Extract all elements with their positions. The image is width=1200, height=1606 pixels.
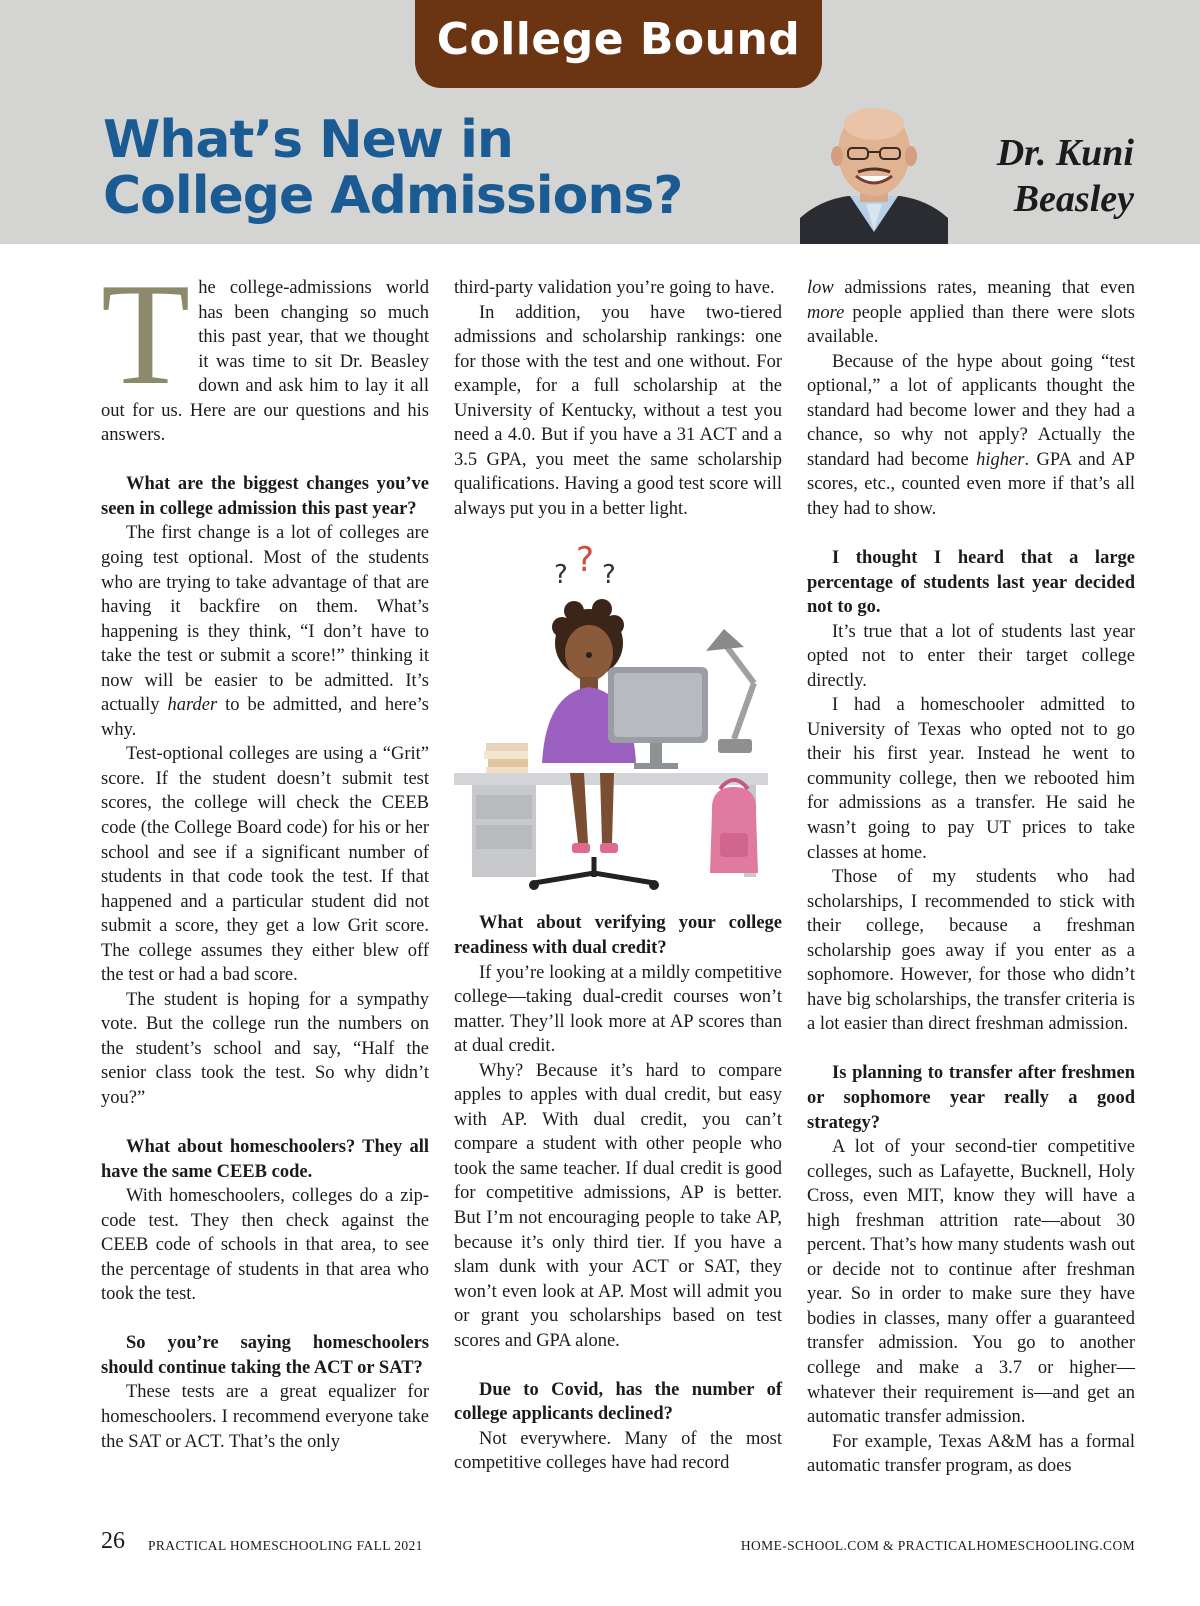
- intro-paragraph: [101, 253, 429, 448]
- question-heading: What about verifying your college readiness with dual credit?: [454, 913, 782, 959]
- text-run: people applied than there were slots available.: [807, 302, 1135, 348]
- emphasis: higher: [976, 449, 1025, 470]
- question-heading: Is planning to transfer after freshmen or sophomore year really a good strategy?: [807, 1063, 1135, 1133]
- answer-paragraph: Those of my students who had scholarships, I recommended to stick with their college, because a freshman scholarship goes away if you enter as a sophomore. However, for those who didn’t have big scholarships, the transfer criteria is a lot easier than direct freshman admission.: [807, 867, 1135, 1035]
- answer-paragraph: [807, 350, 1135, 522]
- author-first-name: Dr. Kuni: [996, 132, 1134, 174]
- question-heading: So you’re saying homeschoolers should continue taking the ACT or SAT?: [101, 1333, 429, 1378]
- question-heading: I thought I heard that a large percentage of students last year decided not to go.: [807, 547, 1135, 618]
- emphasis: harder: [167, 695, 218, 716]
- page-number: 26: [101, 1528, 125, 1554]
- answer-paragraph: [807, 276, 1135, 350]
- website-url: HOME-SCHOOL.COM & PRACTICALHOMESCHOOLING.COM: [740, 1538, 1135, 1553]
- answer-paragraph: It’s true that a lot of students last year opted not to enter their target college directly.: [807, 621, 1135, 691]
- answer-paragraph: With homeschoolers, colleges do a zip-code test. They then check against the CEEB code of schools in that area, to see the percentage of students in that area who took the test.: [101, 1186, 429, 1305]
- author-name: [997, 130, 1134, 222]
- answer-paragraph: For example, Texas A&M has a formal automatic transfer program, as does: [807, 1431, 1135, 1477]
- text-run: Because of the hype about going “test optional,” a lot of applicants thought the standard had become lower and they had a chance, so why not apply? Actually the standard had become: [807, 351, 1135, 470]
- answer-paragraph: If you’re looking at a mildly competitive college—taking dual-credit courses won’t matter. They’ll look more at AP scores than at dual credit.: [454, 962, 782, 1057]
- author-last-name: Beasley: [1013, 178, 1134, 220]
- title-line-2: College Admissions?: [103, 166, 683, 226]
- text-run: . GPA and AP scores, etc., counted even more if that’s all they had to show.: [807, 449, 1135, 519]
- author-photo: [800, 100, 948, 244]
- answer-paragraph: These tests are a great equalizer for homeschoolers. I recommend everyone take the SAT or ACT. That’s the only: [101, 1382, 429, 1452]
- text-run: admissions rates, meaning that even: [833, 278, 1135, 298]
- answer-paragraph: A lot of your second-tier competitive colleges, such as Lafayette, Bucknell, Holy Cross, even MIT, know they will have a high freshman attrition rate—about 30 percent. That’s how many students wash out or decide not to continue after freshman year. So in order to make sure they have bodies in classes, many offer a guaranteed transfer admission. You go to another college and make a 3.7 or higher—whatever their requirement is—and get an automatic transfer admission.: [807, 1137, 1135, 1428]
- drop-cap: T: [101, 253, 191, 415]
- section-tab: College Bound: [415, 0, 822, 88]
- question-mark-icon: ?: [554, 560, 568, 591]
- answer-paragraph: Not everywhere. Many of the most competitive colleges have had record: [454, 1428, 782, 1474]
- answer-paragraph: [101, 521, 429, 742]
- question-heading: What are the biggest changes you’ve seen in college admission this past year?: [101, 474, 429, 519]
- emphasis: more: [807, 302, 845, 323]
- answer-paragraph: I had a homeschooler admitted to University of Texas who opted not to go their his first year. Instead he went to community college, then we rebooted him for admissions as a transfer. He said he wasn’t going to pay UT prices to take classes at home.: [807, 695, 1135, 863]
- header-band: [0, 0, 1200, 244]
- question-mark-icon: ?: [602, 560, 616, 591]
- article-column-2: [454, 276, 782, 1476]
- title-line-1: What’s New in: [103, 110, 513, 170]
- answer-paragraph: Why? Because it’s hard to compare apples to apples with dual credit, but easy with AP. With dual credit, you can’t compare a student with other people who took the same teacher. If dual credit is good for competitive admissions, AP is better. But I’m not encouraging people to take AP, because it’s only third tier. If you have a slam dunk with your ACT or SAT, they won’t even look at AP. Most will admit you or grant you scholarships based on test scores and GPA alone.: [454, 1060, 782, 1351]
- answer-paragraph: The student is hoping for a sympathy vote. But the college run the numbers on the student’s school and say, “Half the senior class took the test. So why didn’t you?”: [101, 989, 429, 1108]
- text-run: The first change is a lot of colleges are going test optional. Most of the students who are trying to take advantage of that are having it backfire on them. What’s happening is they think, “I don’t have to take the test or submit a score!” thinking it now will be easier to be admitted. It’s actually: [101, 523, 429, 716]
- article-column-1: [101, 253, 429, 1454]
- text-run: to be admitted, and here’s why.: [101, 695, 429, 740]
- student-at-desk-illustration: [454, 543, 784, 901]
- question-heading: Due to Covid, has the number of college applicants declined?: [454, 1379, 782, 1425]
- publication-name: PRACTICAL HOMESCHOOLING FALL 2021: [148, 1538, 423, 1553]
- article-column-3: [807, 276, 1135, 1479]
- emphasis: low: [807, 278, 834, 298]
- question-mark-icon: ?: [576, 543, 595, 581]
- question-heading: What about homeschoolers? They all have the same CEEB code.: [101, 1137, 429, 1182]
- answer-paragraph: Test-optional colleges are using a “Grit” score. If the student doesn’t submit test scores, the college will check the CEEB code (the College Board code) for his or her school and see if a significant number of students in that code took the test. If that happened and a particular student did not submit a score, they get a low Grit score. The college assumes they either blew off the test or had a bad score.: [101, 744, 429, 986]
- answer-paragraph: In addition, you have two-tiered admissions and scholarship rankings: one for those with the test and one without. For example, for a full scholarship at the University of Kentucky, without a test you need a 4.0. But if you have a 31 ACT and a 3.5 GPA, you meet the same scholarship qualifications. Having a good test score will always put you in a better light.: [454, 302, 782, 519]
- article-title: [103, 112, 682, 224]
- intro-text: he college-admissions world has been changing so much this past year, that we thought it was time to sit Dr. Beasley down and ask him to lay it all out for us. Here are our questions and his answers.: [101, 278, 429, 446]
- answer-paragraph: third-party validation you’re going to have.: [454, 278, 775, 298]
